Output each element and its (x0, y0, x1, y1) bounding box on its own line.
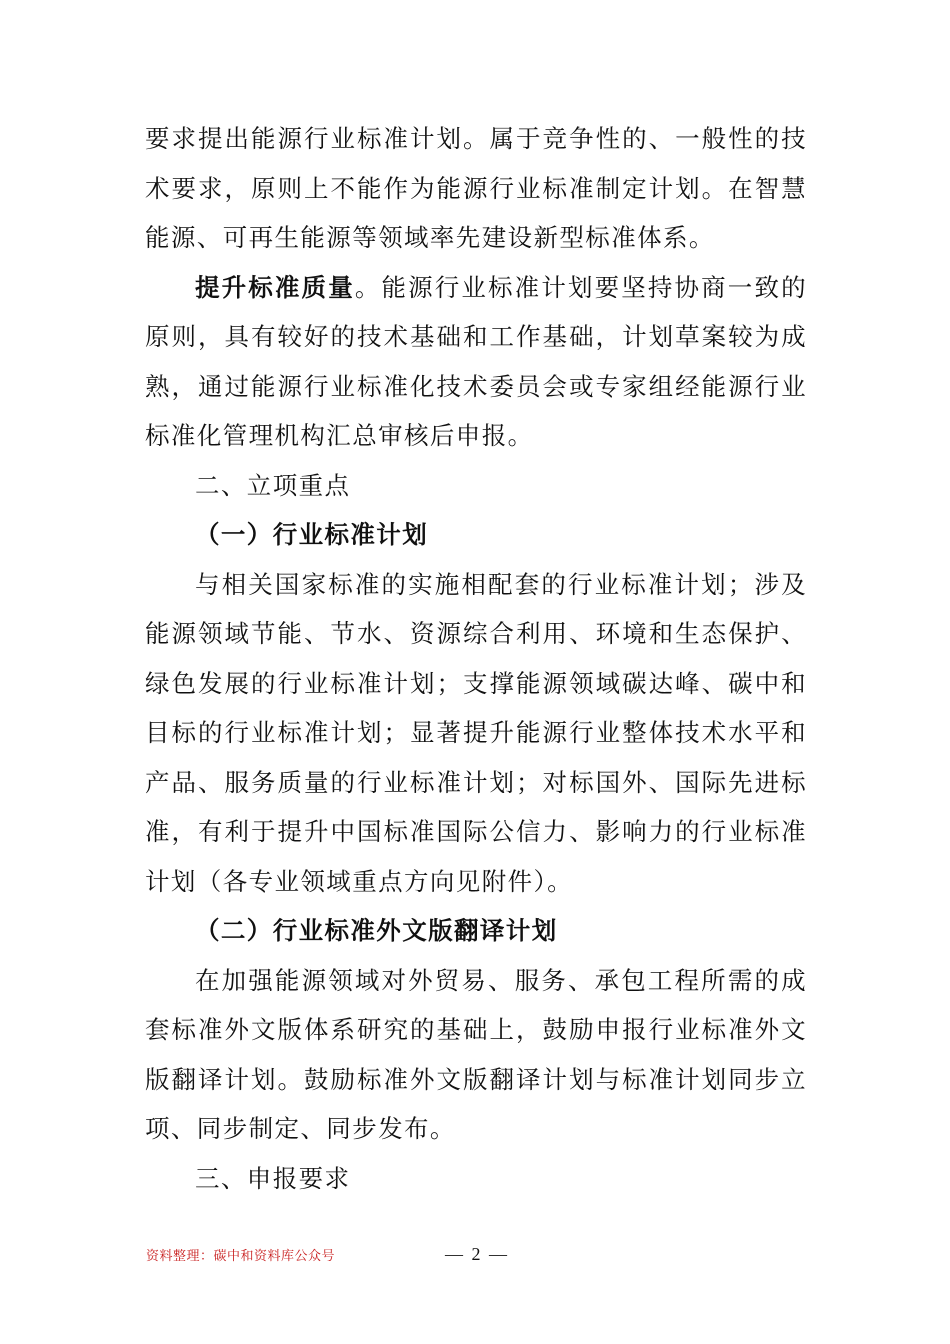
subsection-heading-translation-plan: （二）行业标准外文版翻译计划 (195, 916, 558, 945)
paragraph-industry-standard-plan: 与相关国家标准的实施相配套的行业标准计划；涉及能源领域节能、节水、资源综合利用、环境和生态保护、绿色发展的行业标准计划；支撑能源领域碳达峰、碳中和目标的行业标准计划；显著提升能源行业整体技术水平和产品、服务质量的行业标准计划；对标国外、国际先进标准，有利于提升中国标准国际公信力、影响力的行业标准计划（各专业领域重点方向见附件）。 (145, 569, 807, 896)
subsection-heading-industry-standard-plan: （一）行业标准计划 (195, 520, 429, 549)
paragraph-standard-plan-requirements: 要求提出能源行业标准计划。属于竞争性的、一般性的技术要求，原则上不能作为能源行业标准制定计划。在智慧能源、可再生能源等领域率先建设新型标准体系。 (145, 124, 807, 252)
paragraph-improve-quality (145, 263, 807, 461)
section-heading-project-focus: 二、立项重点 (195, 470, 351, 500)
paragraph-translation-plan: 在加强能源领域对外贸易、服务、承包工程所需的成套标准外文版体系研究的基础上，鼓励申报行业标准外文版翻译计划。鼓励标准外文版翻译计划与标准计划同步立项、同步制定、同步发布。 (145, 965, 807, 1143)
paragraph-lead-bold: 提升标准质量 (195, 272, 355, 302)
document-body (145, 114, 807, 1203)
source-attribution: 资料整理：碳中和资料库公众号 (146, 1249, 336, 1264)
section-heading-application-requirements: 三、申报要求 (195, 1163, 351, 1193)
page-number: — 2 — (445, 1244, 509, 1264)
paragraph-body-text: 。能源行业标准计划要坚持协商一致的原则，具有较好的技术基础和工作基础，计划草案较为成熟，通过能源行业标准化技术委员会或专家组经能源行业标准化管理机构汇总审核后申报。 (145, 272, 807, 450)
